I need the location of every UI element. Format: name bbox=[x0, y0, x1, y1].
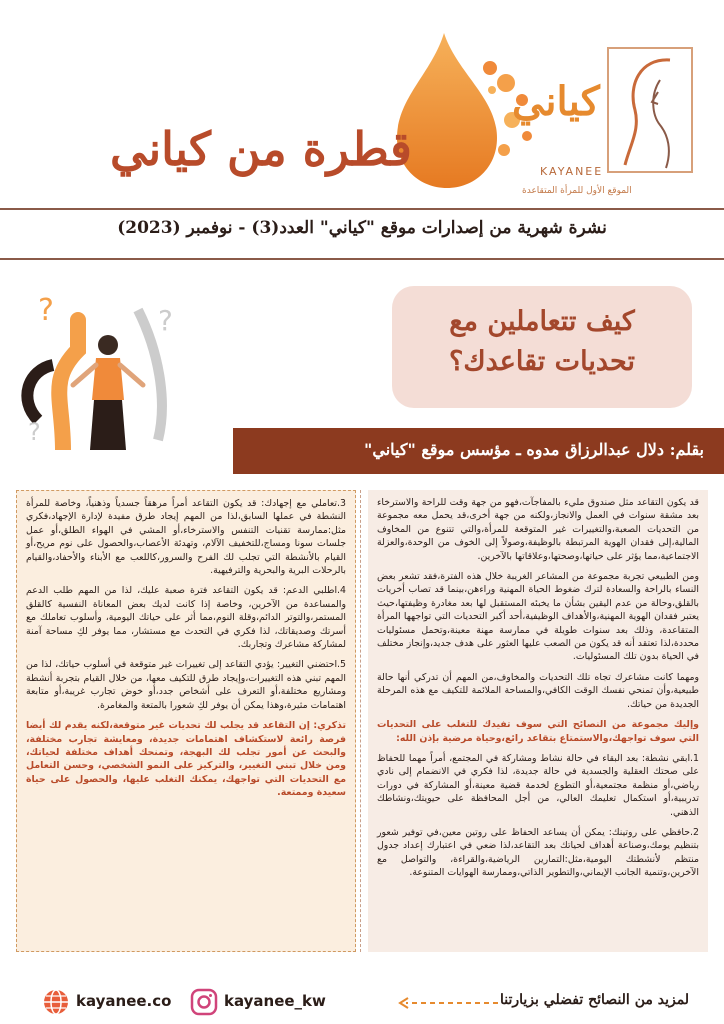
tip-paragraph: 2.حافظي على روتينك: يمكن أن يساعد الحفاظ على روتين معين،في توفير شعور بتنظيم يومك،وصناعة أهداف لحياتك بعد التقاعد،لذا ضعي في اعتبارك إعداد جدول منتظم لأنشطتك اليومية،مثل:التمارين الرياضية،والقراءة، والتواصل مع الآخرين،وتنمية الجانب الإيماني،والتطوير الذاتي،وممارسة الهوايات المتنوعة. bbox=[377, 826, 699, 879]
author-bar: بقلم: دلال عبدالرزاق مدوه ـ مؤسس موقع "كياني" bbox=[233, 428, 724, 474]
brand-name: كياني bbox=[512, 78, 600, 125]
header bbox=[0, 0, 724, 205]
tip-paragraph: 1.ابقي نشطة: بعد البقاء في حالة نشاط ومشاركة في المجتمع، أمراً مهما للحفاظ على صحتك العقلية والجسدية في حالة جديدة، لذا فكري في الانضمام إلى نادي رياضي،أو منظمة مجتمعية،أو التطوع لخدمة قضية معينة،أو المشاركة في دورات تدريبية،أو استكمال تعليمك العالي، من أجل المحافظة على حيويتك،ونشاطك الذهني. bbox=[377, 752, 699, 818]
globe-icon[interactable] bbox=[42, 988, 70, 1016]
paragraph: ومن الطبيعي تجربة مجموعة من المشاعر الغريبة خلال هذه الفترة،فقد تشعر بعض النساء بالراحة والسعادة لترك ضغوط الحياة المهنية وراءهن،بينما قد تصاب أخريات بالقلق،وحالة من عدم اليقين بشأن ما يخبئه المستقبل لها بعد مغادرة وظيفتها،حيث يعتبر فقدان الهوية المهنية،والأهداف الوظيفية،أحد أكبر التحديات التي تواجهها المرأة المتقاعدة، وذلك بعد سنوات طويلة في ممارسة مهنة معينة،وتحمل مسئوليات محددة،لذا تعتقد أنه قد يكون من الصعب عليها العثور على هدف جديد،وإنجاز مختلف في الحياة بدون تلك المسئوليات. bbox=[377, 571, 699, 663]
article-column-right bbox=[368, 490, 708, 952]
issue-line: نشرة شهرية من إصدارات موقع "كياني" العدد(3) - نوفمبر (2023) bbox=[117, 218, 607, 238]
website-link[interactable]: kayanee.co bbox=[76, 992, 172, 1010]
woman-profile-logo-icon bbox=[600, 40, 700, 180]
paragraph: قد يكون التقاعد مثل صندوق مليء بالمفاجآت،فهو من جهة وقت للراحة والاسترخاء بعد مشقة سنوات في العمل والانجاز،ولكنه من جهة أخرى،قد يحمل معه مجموعة من التحديات الصعبة،والتغييرات غير المتوقعة للمرأة،والتي تتنوع من المخاوف المالية،إلى فقدان الهوية المرتبطة بالوظيفة،وصولاً إلى الخوف من الوحدة،والعزلة الاجتماعية،مما يؤثر على حياتها،وصحتها،وعلاقاتها بالآخرين. bbox=[377, 497, 699, 562]
article-title-box bbox=[392, 286, 692, 408]
tip-paragraph: 3.تعاملي مع إجهادك: قد يكون التقاعد أمراً مرهقاً جسدياً وذهنياً، وخاصة للمرأة النشطة في عملها السابق،لذا من المهم إيجاد طرق مفيدة لإدارة الإجهاد،فكري مثل:ممارسة تقنيات التنفس والاسترخاء،أو المشي في الهواء الطلق،أو عمل جلسات سونا ومساج،للتخفيف الآلام، وتهدئة الأعصاب،والحصول على نوم مريح،أو القيام بالأنشطة التي تجلب لك الفرح والسرور،كاللعب مع الأبناء والأحفاد،والقيام بالرحلات البرية والبحرية والترفيهية. bbox=[26, 498, 346, 577]
instagram-icon[interactable] bbox=[190, 988, 218, 1016]
tip-paragraph: 5.احتضني التغيير: يؤدي التقاعد إلى تغييرات غير متوقعة في أسلوب حياتك، لذا من المهم تبني هذه التغييرات،وإيجاد طرق للتكيف معها، من خلال القيام بتجربة أنشطة ومشاريع مختلفة،أو التعرف على أشخاص جدد،أو خوض تجارب غريبة،أو متابعة اهتمامات مثيرة،وهذا يمكن أن يوفر لكِ شعورا بالمتعة والمغامرة. bbox=[26, 659, 346, 711]
column-divider bbox=[360, 490, 361, 952]
tips-intro: وإليك مجموعة من النصائح التي سوف تفيدك للتغلب على التحديات التي سوف تواجهك،والاستمتاع بتقاعد رائع،وحياة مرضية بإذن الله: bbox=[377, 719, 699, 744]
article-title-line1: كيف تتعاملين مع bbox=[449, 306, 635, 337]
svg-text:?: ? bbox=[28, 418, 41, 446]
article-column-left bbox=[16, 490, 356, 952]
svg-text:?: ? bbox=[38, 293, 54, 328]
tip-paragraph: 4.اطلبي الدعم: قد يكون التقاعد فترة صعبة عليك، لذا من المهم طلب الدعم والمساعدة من الآخرين، وخاصة إذا كانت لديك بعض المعاناة النفسية كالقلق المستمر،والتوتر الدائم،وقلة النوم،مما أثر على حياتك اليومية، وأسلوب تعاملك مع أسرتك وصديقاتك، لذا فكري في التحدث مع مستشار، مما يوفر لكِ مساحة آمنة لمشاركة مشاعرك وتجاربك. bbox=[26, 585, 346, 651]
newsletter-title: قطرة من كياني bbox=[110, 122, 412, 176]
article-title-line2: تحديات تقاعدك؟ bbox=[449, 346, 635, 377]
footer-more-text: لمزيد من النصائح تفضلي بزيارتنا bbox=[500, 992, 690, 1008]
instagram-handle[interactable]: kayanee_kw bbox=[224, 992, 326, 1010]
dashed-arrow-icon bbox=[398, 996, 498, 1010]
brand-name-en: KAYANEE bbox=[540, 165, 604, 178]
reminder-paragraph: تذكري: إن التقاعد قد يجلب لك تحديات غير متوقعة،لكنه يقدم لك أيضا فرصة رائعة لاستكشاف اهتمامات جديدة، ومعايشة تجارب مختلفة، والبحث عن أمور تجلب لك البهجة، وتمنحك أهداف مختلفة لحياتك، ومن خلال تبني التغيير، والتركيز على النمو الشخصي، وحسن التعامل مع التحديات التي تواجهك، يمكنك التغلب عليها، والحصول على حياة سعيدة وممتعة. bbox=[26, 720, 346, 799]
divider-top bbox=[0, 208, 724, 210]
divider-bottom bbox=[0, 258, 724, 260]
paragraph: ومهما كانت مشاعرك تجاه تلك التحديات والمخاوف،من المهم أن تدركي أنها حالة طبيعية،وأن تمنحي نفسك الوقت الكافي،والمساحة الملائمة للتكيف مع هذه المرحلة الجديدة من حياتك. bbox=[377, 671, 699, 710]
svg-text:?: ? bbox=[158, 304, 173, 337]
brand-tagline: الموقع الأول للمرأة المتقاعدة bbox=[522, 186, 632, 196]
woman-arrows-illustration bbox=[8, 290, 208, 450]
footer bbox=[0, 980, 724, 1024]
